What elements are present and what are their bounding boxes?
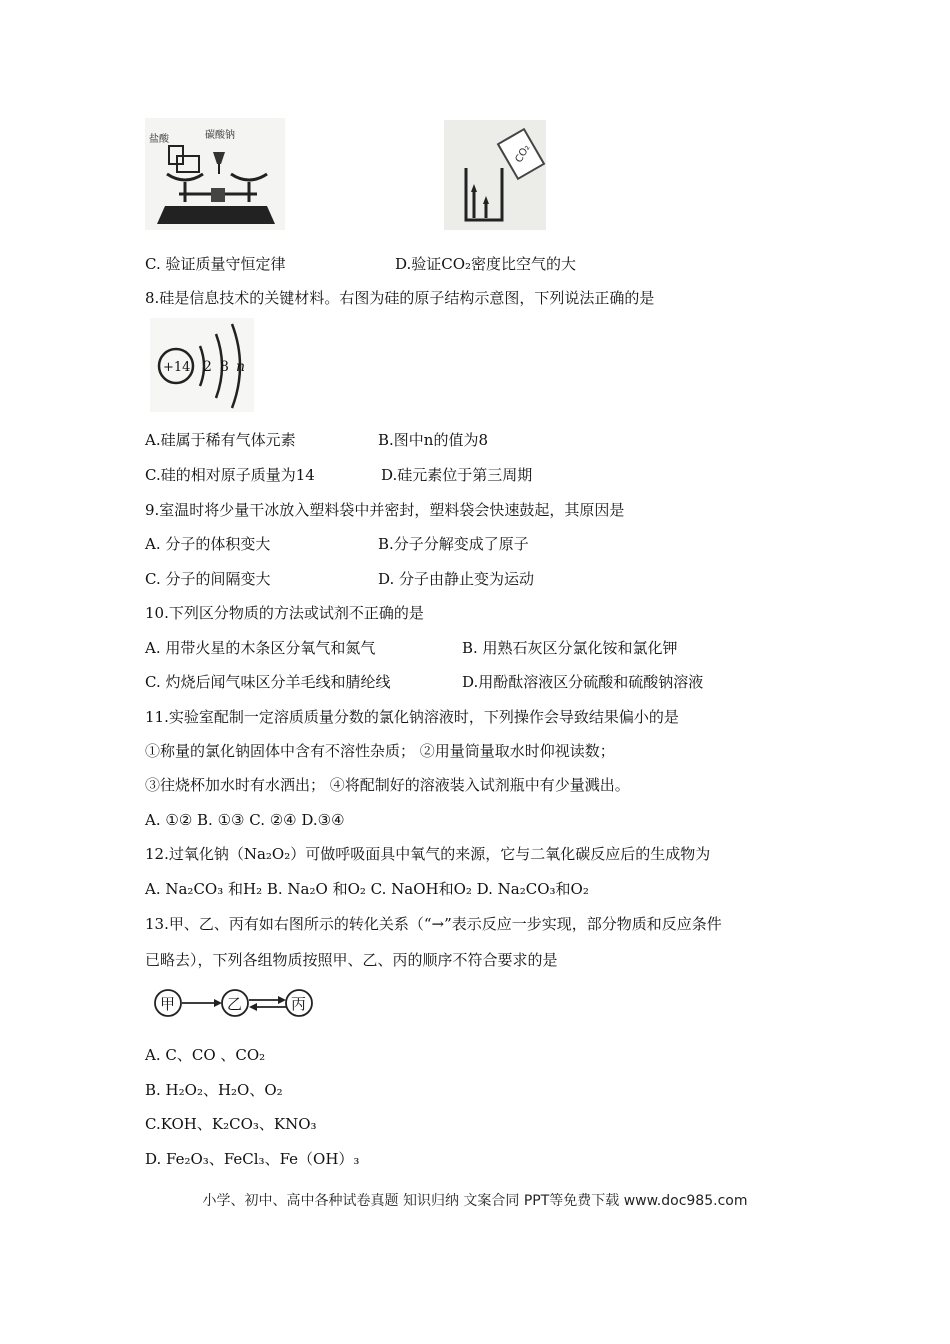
option-d-q9: D. 分子由静止变为运动 xyxy=(378,570,535,588)
node-bing: 丙 xyxy=(291,995,307,1013)
node-yi: 乙 xyxy=(227,995,243,1013)
node-jia: 甲 xyxy=(160,995,176,1013)
option-a-q13: A. C、CO 、CO₂ xyxy=(145,1046,266,1064)
option-d-q10: D.用酚酞溶液区分硫酸和硫酸钠溶液 xyxy=(462,673,704,691)
page-footer: 小学、初中、高中各种试卷真题 知识归纳 文案合同 PPT等免费下载 www.doc985.com xyxy=(202,1193,748,1209)
q11-statements-2: ③往烧杯加水时有水洒出； ④将配制好的溶液装入试剂瓶中有少量溅出。 xyxy=(145,776,630,794)
co2-candle-figure xyxy=(444,120,546,230)
shell-1-electrons: 2 xyxy=(203,359,212,375)
shell-2-electrons: 8 xyxy=(220,359,229,375)
option-c-q13: C.KOH、K₂CO₃、KNO₃ xyxy=(145,1115,317,1133)
question-8: 8.硅是信息技术的关键材料。右图为硅的原子结构示意图，下列说法正确的是 xyxy=(145,289,655,307)
option-b-q8: B.图中n的值为8 xyxy=(378,431,488,449)
option-a-q9: A. 分子的体积变大 xyxy=(145,535,271,553)
option-a-q8: A.硅属于稀有气体元素 xyxy=(145,431,296,449)
silicon-atom-figure xyxy=(150,318,254,412)
question-11: 11.实验室配制一定溶质质量分数的氯化钠溶液时，下列操作会导致结果偏小的是 xyxy=(145,708,679,726)
question-10: 10.下列区分物质的方法或试剂不正确的是 xyxy=(145,604,424,622)
question-13-line-1: 13.甲、乙、丙有如右图所示的转化关系（“→”表示反应一步实现，部分物质和反应条件 xyxy=(145,915,722,933)
na2co3-label: 碳酸钠 xyxy=(205,130,235,141)
option-b-q13: B. H₂O₂、H₂O、O₂ xyxy=(145,1081,283,1099)
option-b-q10: B. 用熟石灰区分氯化铵和氯化钾 xyxy=(462,639,678,657)
question-12: 12.过氧化钠（Na₂O₂）可做呼吸面具中氧气的来源，它与二氧化碳反应后的生成物为 xyxy=(145,845,711,863)
option-a-q10: A. 用带火星的木条区分氧气和氮气 xyxy=(145,639,376,657)
option-c-q9: C. 分子的间隔变大 xyxy=(145,570,271,588)
option-b-q9: B.分子分解变成了原子 xyxy=(378,535,529,553)
hcl-label: 盐酸 xyxy=(149,134,169,145)
option-c-q10: C. 灼烧后闻气味区分羊毛线和腈纶线 xyxy=(145,673,391,691)
q11-options: A. ①② B. ①③ C. ②④ D.③④ xyxy=(145,811,345,829)
q12-options: A. Na₂CO₃ 和H₂ B. Na₂O 和O₂ C. NaOH和O₂ D. Na₂CO₃和O₂ xyxy=(145,880,589,898)
option-d-q8: D.硅元素位于第三周期 xyxy=(381,466,533,484)
q11-statements-1: ①称量的氯化钠固体中含有不溶性杂质； ②用量筒量取水时仰视读数； xyxy=(145,742,615,760)
co2-bottle-label: CO₂ xyxy=(513,142,533,165)
balance-figure xyxy=(145,118,285,230)
shell-3-electrons: n xyxy=(236,359,246,375)
option-c-q7: C. 验证质量守恒定律 xyxy=(145,255,286,273)
question-9: 9.室温时将少量干冰放入塑料袋中并密封，塑料袋会快速鼓起，其原因是 xyxy=(145,501,625,519)
option-c-q8: C.硅的相对原子质量为14 xyxy=(145,466,315,484)
nucleus-charge: +14 xyxy=(163,360,191,375)
conversion-diagram xyxy=(152,986,314,1020)
question-13-line-2: 已略去），下列各组物质按照甲、乙、丙的顺序不符合要求的是 xyxy=(145,951,558,969)
option-d-q13: D. Fe₂O₃、FeCl₃、Fe（OH）₃ xyxy=(145,1150,360,1168)
option-d-q7: D.验证CO₂密度比空气的大 xyxy=(395,255,577,273)
